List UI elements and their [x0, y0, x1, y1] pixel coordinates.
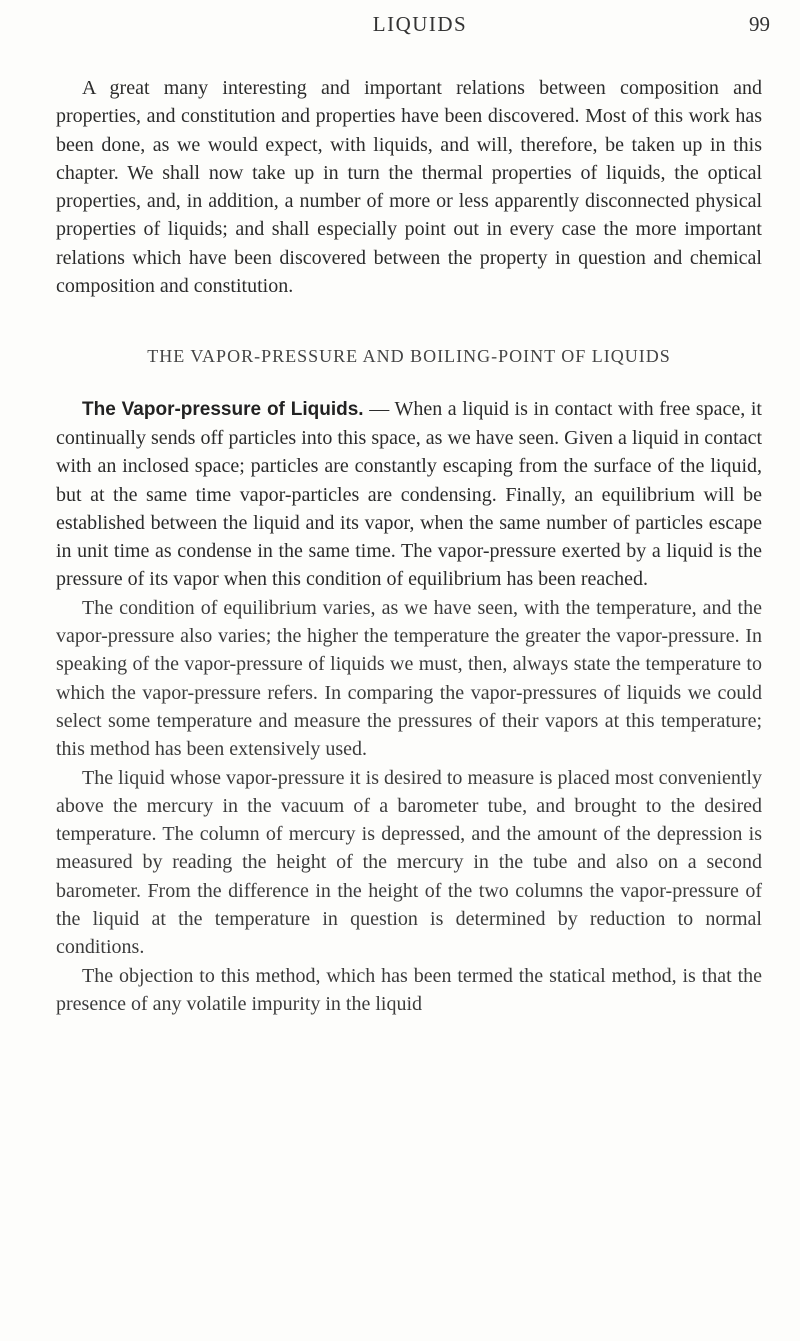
running-head [60, 12, 780, 42]
paragraph-intro: A great many interesting and important relations between composition and properties, and constitution and properties have been discovered. Most of this work has been done, as we would expect, with liquids, and will, therefore, be taken up in this chapter. We shall now take up in turn the thermal properties of liquids, the optical properties, and, in addition, a number of more or less apparently disconnected physical properties of liquids; and shall especially point out in every case the more important relations which have been discovered between the property in question and chemical composition and constitution. [56, 77, 762, 298]
run-in-heading: The Vapor-pressure of Liquids. [82, 398, 364, 420]
running-title: LIQUIDS [372, 12, 468, 36]
paragraph-vapor-pressure [56, 395, 762, 594]
body-text [56, 74, 762, 1018]
page-number: 99 [749, 12, 770, 36]
paragraph-method: The liquid whose vapor-pressure it is desired to measure is placed most conveniently above the mercury in the vacuum of a barometer tube, and brought to the desired temperature. The column of mercury is depressed, and the amount of the depression is measured by reading the height of the mercury in the tube and also on a second barometer. From the difference in the height of the two columns the vapor-pressure of the liquid at the temperature in question is determined by reduction to normal conditions. [56, 766, 762, 959]
paragraph-vapor-pressure-text: — When a liquid is in contact with free space, it continually sends off particles into this space, as we have seen. Given a liquid in contact with an inclosed space; particles are constantly escaping from the surface of the liquid, but at the same time vapor-particles are condensing. Finally, an equilibrium will be established between the liquid and its vapor, when the same number of particles escape in unit time as condense in the same time. The vapor-pressure exerted by a liquid is the pressure of its vapor when this condition of equilibrium has been reached. [56, 397, 762, 591]
paragraph-objection: The objection to this method, which has been termed the statical method, is that the presence of any volatile impurity in the liquid [56, 964, 762, 1015]
section-heading: THE VAPOR-PRESSURE AND BOILING-POINT OF LIQUIDS [147, 346, 671, 367]
paragraph-equilibrium: The condition of equilibrium varies, as we have seen, with the temperature, and the vapor-pressure also varies; the higher the temperature the greater the vapor-pressure. In speaking of the vapor-pressure of liquids we must, then, always state the temperature to which the vapor-pressure refers. In comparing the vapor-pressures of liquids we could select some temperature and measure the pressures of their vapors at this temperature; this method has been extensively used. [56, 596, 762, 761]
